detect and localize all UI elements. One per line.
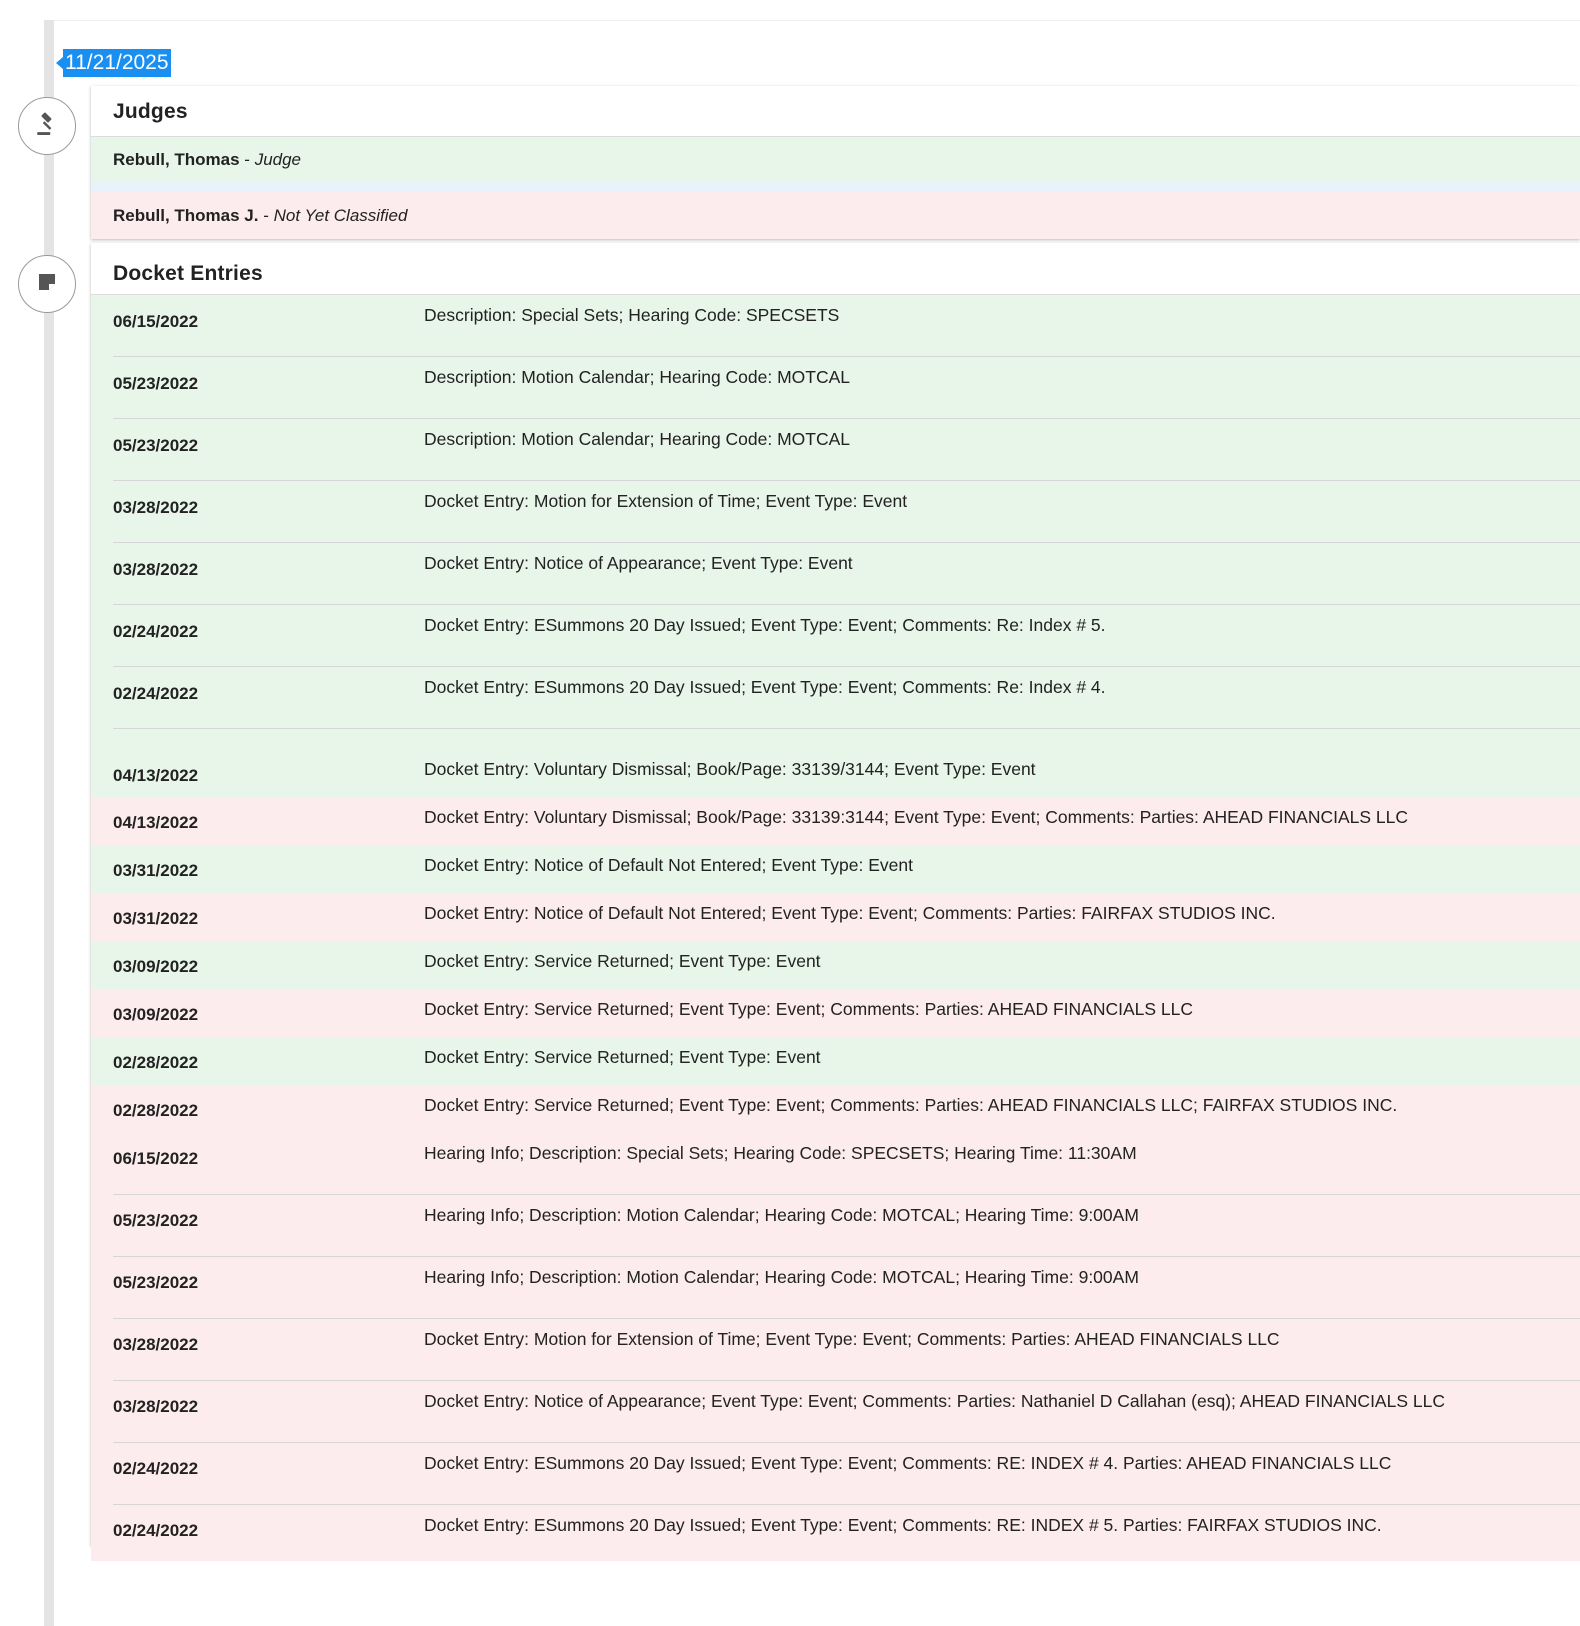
docket-row	[91, 729, 1580, 797]
docket-description: Docket Entry: Service Returned; Event Type: Event; Comments: Parties: AHEAD FINANCIALS LLC; FAIRFAX STUDIOS INC.	[424, 1095, 1398, 1115]
judge-name: Rebull, Thomas	[113, 150, 240, 169]
docket-row	[91, 295, 1580, 357]
top-divider	[54, 20, 1580, 21]
docket-row	[91, 893, 1580, 941]
docket-description: Docket Entry: ESummons 20 Day Issued; Event Type: Event; Comments: Re: Index # 5.	[424, 615, 1106, 635]
docket-row	[91, 605, 1580, 667]
docket-date: 02/28/2022	[113, 1053, 199, 1072]
judges-row-spacer	[91, 182, 1580, 192]
docket-row	[91, 1505, 1580, 1561]
docket-description: Docket Entry: Notice of Appearance; Event Type: Event; Comments: Parties: Nathaniel D Callahan (esq); AHEAD FINANCIALS LLC	[424, 1391, 1445, 1411]
docket-timeline-node	[18, 255, 76, 313]
docket-row	[91, 1133, 1580, 1195]
judges-timeline-node	[18, 97, 76, 155]
docket-description: Docket Entry: Motion for Extension of Time; Event Type: Event; Comments: Parties: AHEAD FINANCIALS LLC	[424, 1329, 1280, 1349]
gavel-icon	[34, 111, 60, 142]
docket-row	[91, 543, 1580, 605]
docket-description: Hearing Info; Description: Special Sets; Hearing Code: SPECSETS; Hearing Time: 11:30AM	[424, 1143, 1137, 1163]
docket-date: 02/24/2022	[113, 1521, 199, 1540]
docket-row	[91, 419, 1580, 481]
docket-date: 03/31/2022	[113, 909, 199, 928]
docket-description: Docket Entry: Service Returned; Event Type: Event; Comments: Parties: AHEAD FINANCIALS LLC	[424, 999, 1194, 1019]
docket-description: Docket Entry: Notice of Appearance; Event Type: Event	[424, 553, 853, 573]
docket-row	[91, 1381, 1580, 1443]
docket-date: 02/24/2022	[113, 684, 199, 703]
docket-description: Docket Entry: Service Returned; Event Type: Event	[424, 951, 821, 971]
docket-title: Docket Entries	[91, 243, 1580, 295]
judge-role: Not Yet Classified	[273, 206, 408, 225]
docket-date: 03/28/2022	[113, 560, 199, 579]
docket-row	[91, 357, 1580, 419]
docket-date: 03/31/2022	[113, 861, 199, 880]
docket-group-1	[91, 295, 1580, 729]
docket-row	[91, 1319, 1580, 1381]
docket-row	[91, 797, 1580, 845]
docket-date: 06/15/2022	[113, 312, 199, 331]
docket-description: Hearing Info; Description: Motion Calendar; Hearing Code: MOTCAL; Hearing Time: 9:00AM	[424, 1267, 1139, 1287]
docket-description: Docket Entry: Service Returned; Event Type: Event	[424, 1047, 821, 1067]
docket-row	[91, 989, 1580, 1037]
docket-date: 02/24/2022	[113, 622, 199, 641]
docket-date: 02/24/2022	[113, 1459, 199, 1478]
docket-description: Hearing Info; Description: Motion Calendar; Hearing Code: MOTCAL; Hearing Time: 9:00AM	[424, 1205, 1139, 1225]
docket-card	[91, 243, 1580, 1546]
docket-description: Docket Entry: Notice of Default Not Entered; Event Type: Event; Comments: Parties: FAIRFAX STUDIOS INC.	[424, 903, 1276, 923]
docket-description: Docket Entry: Voluntary Dismissal; Book/Page: 33139:3144; Event Type: Event; Comments: Parties: AHEAD FINANCIALS LLC	[424, 807, 1409, 827]
judge-role: Judge	[254, 150, 302, 169]
docket-date: 04/13/2022	[113, 766, 199, 785]
document-icon	[35, 270, 59, 299]
docket-row	[91, 1037, 1580, 1085]
docket-row	[91, 481, 1580, 543]
docket-row	[91, 1195, 1580, 1257]
docket-description: Docket Entry: ESummons 20 Day Issued; Event Type: Event; Comments: Re: Index # 4.	[424, 677, 1106, 697]
docket-description: Docket Entry: Motion for Extension of Time; Event Type: Event	[424, 491, 908, 511]
docket-description: Docket Entry: Notice of Default Not Entered; Event Type: Event	[424, 855, 913, 875]
docket-date: 03/28/2022	[113, 1335, 199, 1354]
docket-date: 03/09/2022	[113, 1005, 199, 1024]
docket-date: 04/13/2022	[113, 813, 199, 832]
docket-date: 05/23/2022	[113, 374, 199, 393]
docket-date: 03/09/2022	[113, 957, 199, 976]
docket-description: Description: Motion Calendar; Hearing Code: MOTCAL	[424, 367, 851, 387]
docket-row	[91, 845, 1580, 893]
judges-title: Judges	[91, 86, 1580, 137]
docket-row	[91, 1085, 1580, 1133]
docket-description: Docket Entry: ESummons 20 Day Issued; Event Type: Event; Comments: RE: INDEX # 5. Parties: FAIRFAX STUDIOS INC.	[424, 1515, 1382, 1535]
judge-name: Rebull, Thomas J.	[113, 206, 259, 225]
docket-date: 03/28/2022	[113, 1397, 199, 1416]
judge-separator: -	[258, 206, 274, 225]
docket-description: Description: Motion Calendar; Hearing Code: MOTCAL	[424, 429, 851, 449]
docket-date: 05/23/2022	[113, 1273, 199, 1292]
judge-row	[91, 192, 1580, 239]
judges-card	[91, 86, 1580, 239]
docket-row	[91, 941, 1580, 989]
docket-row	[91, 1443, 1580, 1505]
docket-description: Description: Special Sets; Hearing Code: SPECSETS	[424, 305, 840, 325]
docket-date: 05/23/2022	[113, 436, 199, 455]
docket-row	[91, 667, 1580, 729]
docket-date: 03/28/2022	[113, 498, 199, 517]
docket-description: Docket Entry: ESummons 20 Day Issued; Event Type: Event; Comments: RE: INDEX # 4. Parties: AHEAD FINANCIALS LLC	[424, 1453, 1392, 1473]
docket-date: 05/23/2022	[113, 1211, 199, 1230]
docket-description: Docket Entry: Voluntary Dismissal; Book/Page: 33139/3144; Event Type: Event	[424, 759, 1036, 779]
timeline-date-marker[interactable]: 11/21/2025	[63, 49, 171, 77]
docket-group-2	[91, 729, 1580, 1133]
judge-row	[91, 137, 1580, 182]
docket-group-3	[91, 1133, 1580, 1561]
docket-row	[91, 1257, 1580, 1319]
judge-separator: -	[239, 150, 255, 169]
docket-date: 02/28/2022	[113, 1101, 199, 1120]
docket-date: 06/15/2022	[113, 1149, 199, 1168]
